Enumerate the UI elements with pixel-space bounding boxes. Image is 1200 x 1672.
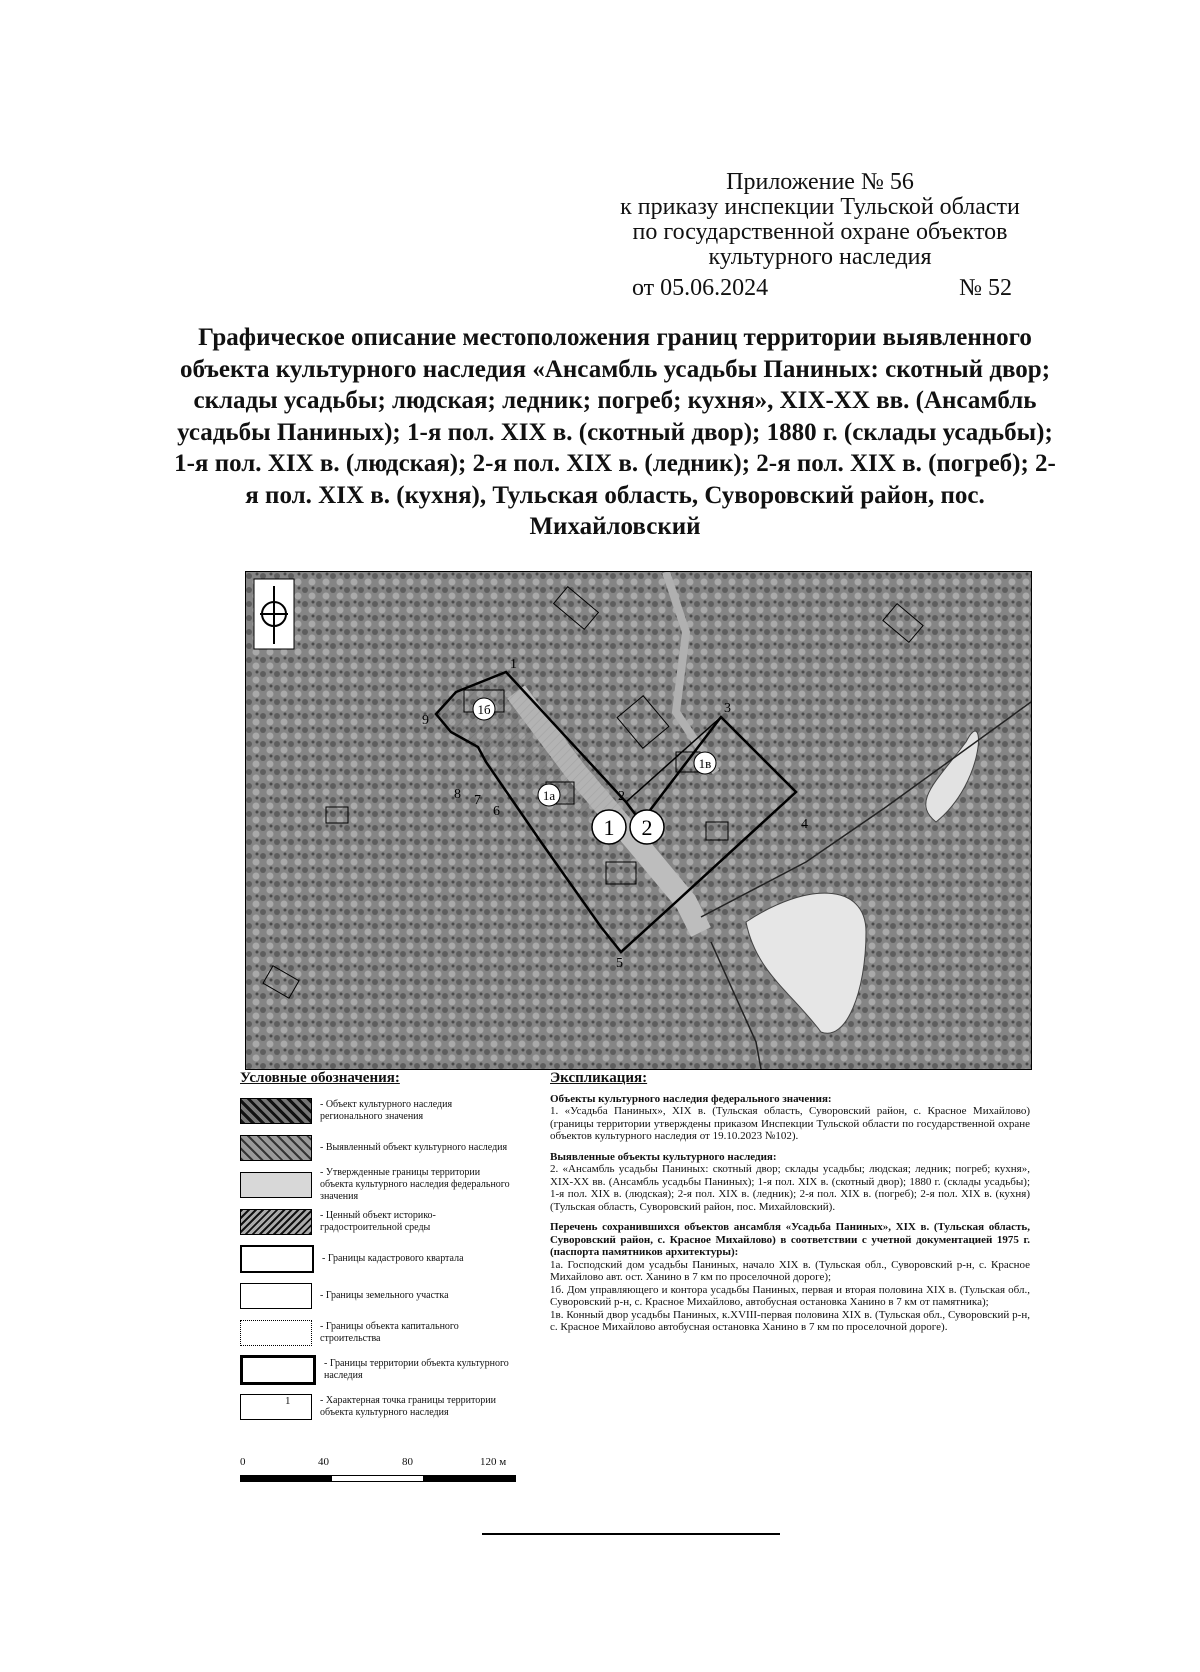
legend-label: - Границы территории объекта культурного наследия bbox=[324, 1357, 509, 1381]
identified-heading: Выявленные объекты культурного наследия: bbox=[550, 1150, 777, 1163]
legend-item bbox=[240, 1092, 520, 1129]
legend-swatch-regional bbox=[240, 1098, 312, 1124]
legend-item bbox=[240, 1203, 520, 1240]
legend-item bbox=[240, 1240, 520, 1277]
point-label: 9 bbox=[422, 713, 429, 728]
point-label: 2 bbox=[618, 789, 625, 804]
object-label: 1в bbox=[698, 756, 712, 771]
order-number: № 52 bbox=[959, 275, 1012, 301]
map-legend bbox=[240, 1072, 520, 1425]
legend-swatch-federal bbox=[240, 1172, 312, 1198]
point-label: 1 bbox=[510, 657, 517, 672]
legend-item bbox=[240, 1166, 520, 1203]
federal-heading: Объекты культурного наследия федерального значения: bbox=[550, 1092, 832, 1105]
point-label: 8 bbox=[454, 787, 461, 802]
ensemble-item-1v: 1в. Конный двор усадьбы Паниных, к.XVIII-первая половина XIX в. (Тульская обл., Суворовский р-н, с. Красное Михайлово автобусная остановка Ханино в 7 км по проселочной дороге). bbox=[550, 1308, 1030, 1333]
identified-text: 2. «Ансамбль усадьбы Паниных: скотный двор; склады усадьбы; людская; ледник; погреб; кухня», XIX-XX вв. (Ансамбль усадьбы Паниных); 1-я пол. XIX в. (скотный двор); 1880 г. (склады усадьбы); 1-я пол. XIX в. (людская); 2-я пол. XIX в. (ледник); 2-я пол. XIX в. (погреб); 2-я пол. XIX в. (кухня) (Тульская область, Суворовский район, пос. Михайловский). bbox=[550, 1163, 1030, 1213]
order-date: от 05.06.2024 bbox=[632, 275, 769, 301]
object-label: 1а bbox=[542, 788, 556, 803]
appendix-header bbox=[600, 170, 1040, 270]
appendix-number: Приложение № 56 bbox=[726, 169, 914, 195]
explication bbox=[550, 1072, 1030, 1334]
legend-item bbox=[240, 1351, 520, 1388]
appendix-heritage-line: культурного наследия bbox=[708, 244, 932, 270]
legend-item bbox=[240, 1388, 520, 1425]
legend-swatch-cadastral bbox=[240, 1245, 314, 1273]
legend-point-label: 1 bbox=[285, 1394, 291, 1407]
explication-heading: Экспликация: bbox=[550, 1070, 648, 1086]
ensemble-item-1a: 1а. Господский дом усадьбы Паниных, начало XIX в. (Тульская обл., Суворовский р-н, с. Красное Михайлово авт. ост. Ханино в 7 км по проселочной дороге); bbox=[550, 1258, 1030, 1283]
order-date-line bbox=[632, 275, 1012, 302]
legend-swatch-identified bbox=[240, 1135, 312, 1161]
site-map bbox=[245, 571, 1032, 1070]
scale-tick: 0 bbox=[240, 1456, 246, 1468]
legend-item bbox=[240, 1129, 520, 1166]
scale-tick: 120 м bbox=[480, 1456, 507, 1468]
legend-label: - Утвержденные границы территории объекта культурного наследия федерального значения bbox=[320, 1166, 510, 1202]
scale-bar-graphic bbox=[240, 1475, 516, 1482]
appendix-order-line: к приказу инспекции Тульской области bbox=[620, 194, 1020, 220]
legend-label: - Границы объекта капитального строительства bbox=[320, 1320, 459, 1344]
legend-heading: Условные обозначения: bbox=[240, 1070, 400, 1086]
legend-item bbox=[240, 1314, 520, 1351]
scale-tick: 80 bbox=[402, 1456, 413, 1468]
zone-label-2: 2 bbox=[641, 815, 653, 840]
legend-label: - Границы кадастрового квартала bbox=[322, 1252, 464, 1264]
scale-bar bbox=[240, 1456, 520, 1490]
scale-tick: 40 bbox=[318, 1456, 329, 1468]
map-drawing bbox=[246, 572, 1031, 1069]
legend-item bbox=[240, 1277, 520, 1314]
legend-label: - Границы земельного участка bbox=[320, 1289, 449, 1301]
document-title: Графическое описание местоположения границ территории выявленного объекта культурного наследия «Ансамбль усадьбы Паниных: скотный двор; склады усадьбы; людская; ледник; погреб; кухня», XIX-XX вв. (Ансамбль усадьбы Паниных); 1-я пол. XIX в. (скотный двор); 1880 г. (склады усадьбы); 1-я пол. XIX в. (людская); 2-я пол. XIX в. (ледник); 2-я пол. XIX в. (погреб); 2-я пол. XIX в. (кухня), Тульская область, Суворовский район, пос. Михайловский bbox=[174, 324, 1056, 540]
legend-swatch-valuable bbox=[240, 1209, 312, 1235]
ensemble-list-heading: Перечень сохранившихся объектов ансамбля «Усадьба Паниных», XIX в. (Тульская область, Суворовский район, с. Красное Михайлово) в соответствии с учетной документацией 1975 г. (паспорта памятников архитектуры): bbox=[550, 1221, 1030, 1258]
legend-swatch-point bbox=[240, 1394, 312, 1420]
legend-swatch-capital bbox=[240, 1320, 312, 1346]
federal-text: 1. «Усадьба Паниных», XIX в. (Тульская область, Суворовский район, с. Красное Михайлово) (границы территории утверждены приказом Инспекции Тульской области по государственной охране объектов культурного наследия от 19.10.2023 №102). bbox=[550, 1105, 1030, 1142]
zone-label-1: 1 bbox=[603, 815, 615, 840]
ensemble-item-1b: 1б. Дом управляющего и контора усадьбы Паниных, первая и вторая половина XIX в. (Тульская обл., Суворовский р-н, с. Красное Михайлово, автобусная остановка Ханино в 7 км от памятника); bbox=[550, 1283, 1030, 1308]
appendix-agency-line: по государственной охране объектов bbox=[632, 219, 1008, 245]
legend-label: - Выявленный объект культурного наследия bbox=[320, 1141, 508, 1153]
legend-label: - Ценный объект историко-градостроительной среды bbox=[320, 1209, 436, 1233]
point-label: 7 bbox=[474, 793, 481, 808]
point-label: 4 bbox=[801, 817, 808, 832]
point-label: 6 bbox=[493, 804, 500, 819]
legend-swatch-land-plot bbox=[240, 1283, 312, 1309]
point-label: 3 bbox=[724, 701, 731, 716]
point-label: 5 bbox=[616, 956, 623, 971]
object-label: 1б bbox=[477, 702, 491, 717]
legend-label: - Объект культурного наследия регионального значения bbox=[320, 1098, 453, 1122]
legend-label: - Характерная точка границы территории объекта культурного наследия bbox=[320, 1394, 496, 1418]
footer-divider bbox=[482, 1533, 780, 1535]
legend-swatch-territory bbox=[240, 1355, 316, 1385]
